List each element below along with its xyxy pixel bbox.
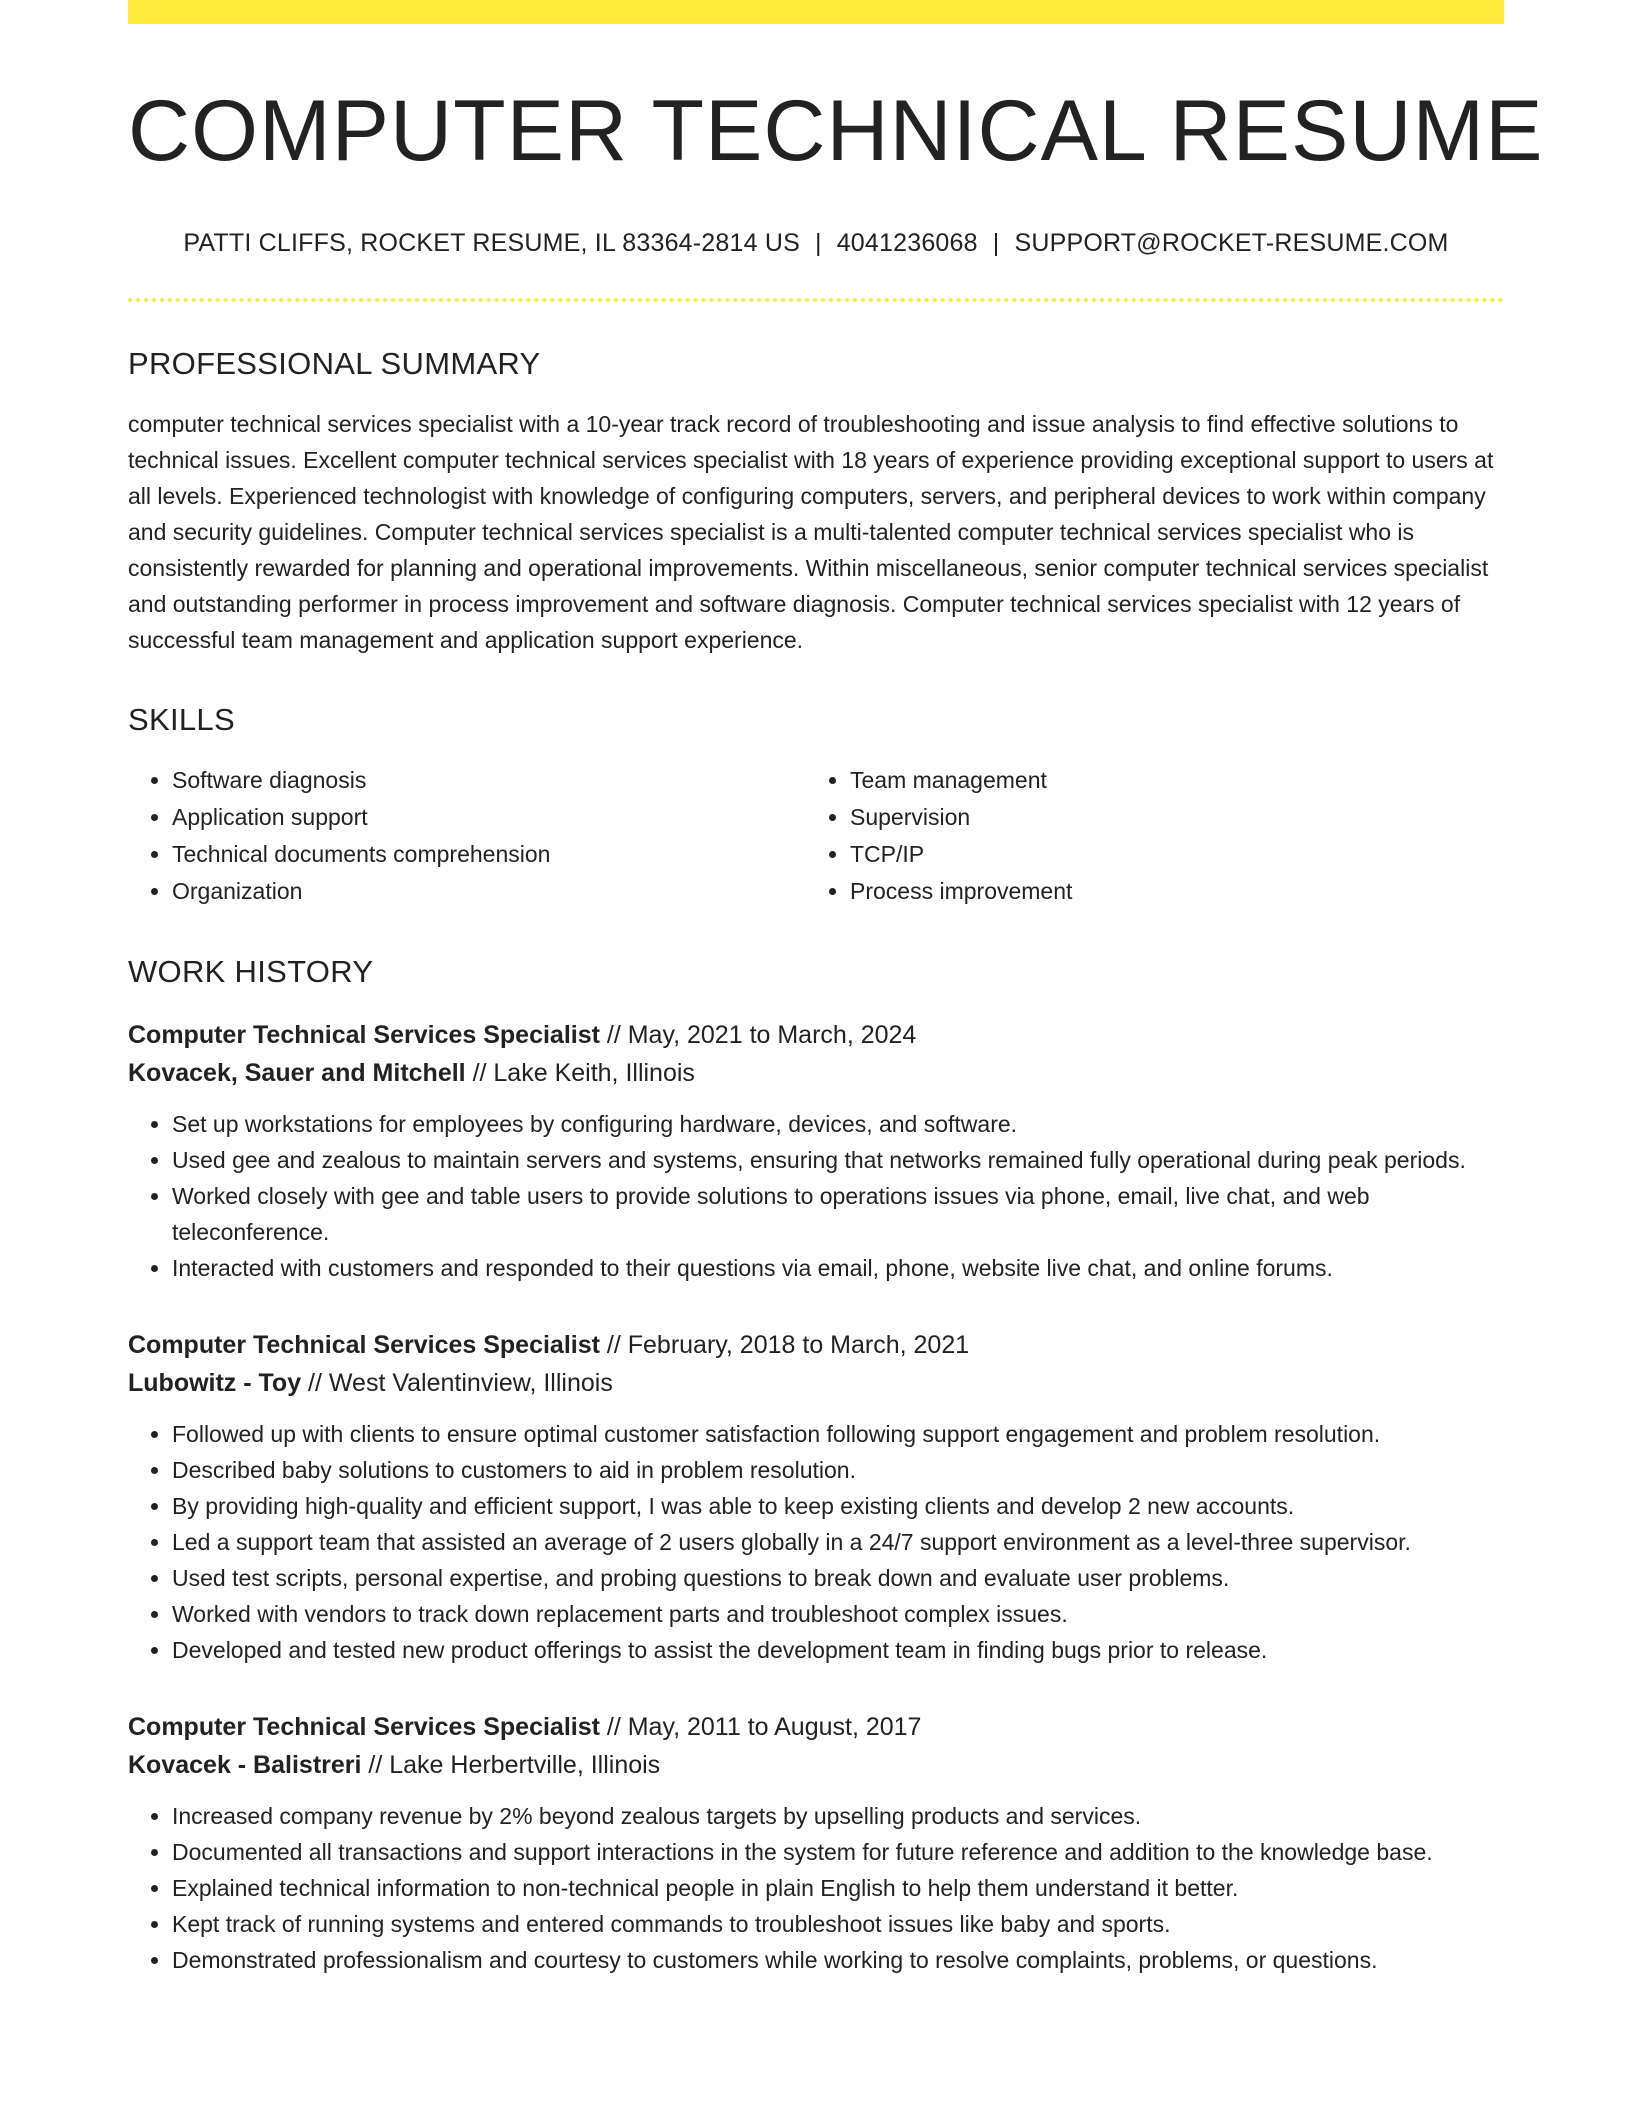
job-bullet: • Described baby solutions to customers to aid in problem resolution.: [172, 1452, 1504, 1488]
job-bullet: • Explained technical information to non-technical people in plain English to help them understand it better.: [172, 1870, 1504, 1906]
skill-item: • Organization: [172, 873, 806, 910]
contact-address: PATTI CLIFFS, ROCKET RESUME, IL 83364-2814 US: [183, 228, 800, 257]
job-company: Lubowitz - Toy: [128, 1368, 302, 1397]
summary-text: computer technical services specialist with a 10-year track record of troubleshooting and issue analysis to find effective solutions to technical issues. Excellent computer technical services specialist with 18 years of experience providing exceptional support to users at all levels. Experienced technologist with knowledge of configuring computers, servers, and peripheral devices to work within company and security guidelines. Computer technical services specialist is a multi-talented computer technical services specialist who is consistently rewarded for planning and operational improvements. Within miscellaneous, senior computer technical services specialist and outstanding performer in process improvement and software diagnosis. Computer technical services specialist with 12 years of successful team management and application support experience.: [128, 410, 1494, 653]
dotted-divider: [128, 298, 1504, 302]
job-bullet: • Worked with vendors to track down replacement parts and troubleshoot complex issues.: [172, 1596, 1504, 1632]
resume-page: [128, 0, 1544, 1978]
skill-item: • Process improvement: [850, 873, 1484, 910]
skills-columns: [128, 762, 1504, 910]
job-bullet: • Set up workstations for employees by configuring hardware, devices, and software.: [172, 1106, 1504, 1142]
job-title: Computer Technical Services Specialist: [128, 1330, 600, 1359]
skill-item: • Supervision: [850, 799, 1484, 836]
job-entry: [128, 1708, 1504, 1978]
job-entry: [128, 1326, 1504, 1668]
contact-separator: |: [992, 228, 1000, 257]
job-bullet: • Used gee and zealous to maintain servers and systems, ensuring that networks remained fully operational during peak periods.: [172, 1142, 1504, 1178]
job-dates: // May, 2021 to March, 2024: [599, 1020, 917, 1049]
job-bullet: • Followed up with clients to ensure optimal customer satisfaction following support engagement and problem resolution.: [172, 1416, 1504, 1452]
job-title: Computer Technical Services Specialist: [128, 1020, 600, 1049]
job-bullet: • Kept track of running systems and entered commands to troubleshoot issues like baby and sports.: [172, 1906, 1504, 1942]
top-accent-bar: [128, 0, 1504, 24]
job-bullets: [128, 1106, 1504, 1286]
job-bullet: • Increased company revenue by 2% beyond zealous targets by upselling products and services.: [172, 1798, 1504, 1834]
job-title-line: [128, 1326, 1504, 1364]
skills-section: [128, 702, 1504, 910]
skill-item: • TCP/IP: [850, 836, 1484, 873]
job-bullets: [128, 1798, 1504, 1978]
job-bullets: [128, 1416, 1504, 1668]
job-dates: // February, 2018 to March, 2021: [599, 1330, 970, 1359]
job-bullet: • Interacted with customers and responded to their questions via email, phone, website live chat, and online forums.: [172, 1250, 1504, 1286]
resume-title: COMPUTER TECHNICAL RESUME: [128, 83, 1544, 179]
job-company: Kovacek, Sauer and Mitchell: [128, 1058, 466, 1087]
job-company-line: [128, 1364, 1504, 1402]
skills-list-left: [128, 762, 806, 910]
work-history-heading: WORK HISTORY: [128, 953, 374, 989]
job-company-line: [128, 1054, 1504, 1092]
skills-heading: SKILLS: [128, 701, 235, 737]
skill-item: • Software diagnosis: [172, 762, 806, 799]
professional-summary-section: [128, 346, 1504, 658]
contact-separator: |: [815, 228, 822, 257]
work-history-section: [128, 954, 1504, 1978]
job-entry: [128, 1016, 1504, 1286]
job-bullet: • Demonstrated professionalism and courtesy to customers while working to resolve complaints, problems, or questions.: [172, 1942, 1504, 1978]
skill-item: • Application support: [172, 799, 806, 836]
job-bullet: • Used test scripts, personal expertise, and probing questions to break down and evaluate user problems.: [172, 1560, 1504, 1596]
job-location: // Lake Keith, Illinois: [465, 1058, 695, 1087]
job-bullet: • By providing high-quality and efficient support, I was able to keep existing clients and develop 2 new accounts.: [172, 1488, 1504, 1524]
contact-line: [128, 229, 1504, 258]
contact-phone: 4041236068: [836, 228, 978, 257]
summary-heading: PROFESSIONAL SUMMARY: [128, 345, 541, 381]
job-company: Kovacek - Balistreri: [128, 1750, 362, 1779]
job-title-line: [128, 1016, 1504, 1054]
job-bullet: • Led a support team that assisted an average of 2 users globally in a 24/7 support environment as a level-three supervisor.: [172, 1524, 1504, 1560]
job-location: // Lake Herbertville, Illinois: [361, 1750, 661, 1779]
job-bullet: • Documented all transactions and support interactions in the system for future reference and addition to the knowledge base.: [172, 1834, 1504, 1870]
job-title: Computer Technical Services Specialist: [128, 1712, 600, 1741]
job-company-line: [128, 1746, 1504, 1784]
skill-item: • Technical documents comprehension: [172, 836, 806, 873]
job-location: // West Valentinview, Illinois: [301, 1368, 613, 1397]
skill-item: • Team management: [850, 762, 1484, 799]
job-dates: // May, 2011 to August, 2017: [599, 1712, 922, 1741]
job-title-line: [128, 1708, 1504, 1746]
job-bullet: • Worked closely with gee and table users to provide solutions to operations issues via phone, email, live chat, and web teleconference.: [172, 1178, 1504, 1250]
job-bullet: • Developed and tested new product offerings to assist the development team in finding bugs prior to release.: [172, 1632, 1504, 1668]
contact-email: SUPPORT@ROCKET-RESUME.COM: [1014, 228, 1449, 257]
skills-list-right: [806, 762, 1484, 910]
